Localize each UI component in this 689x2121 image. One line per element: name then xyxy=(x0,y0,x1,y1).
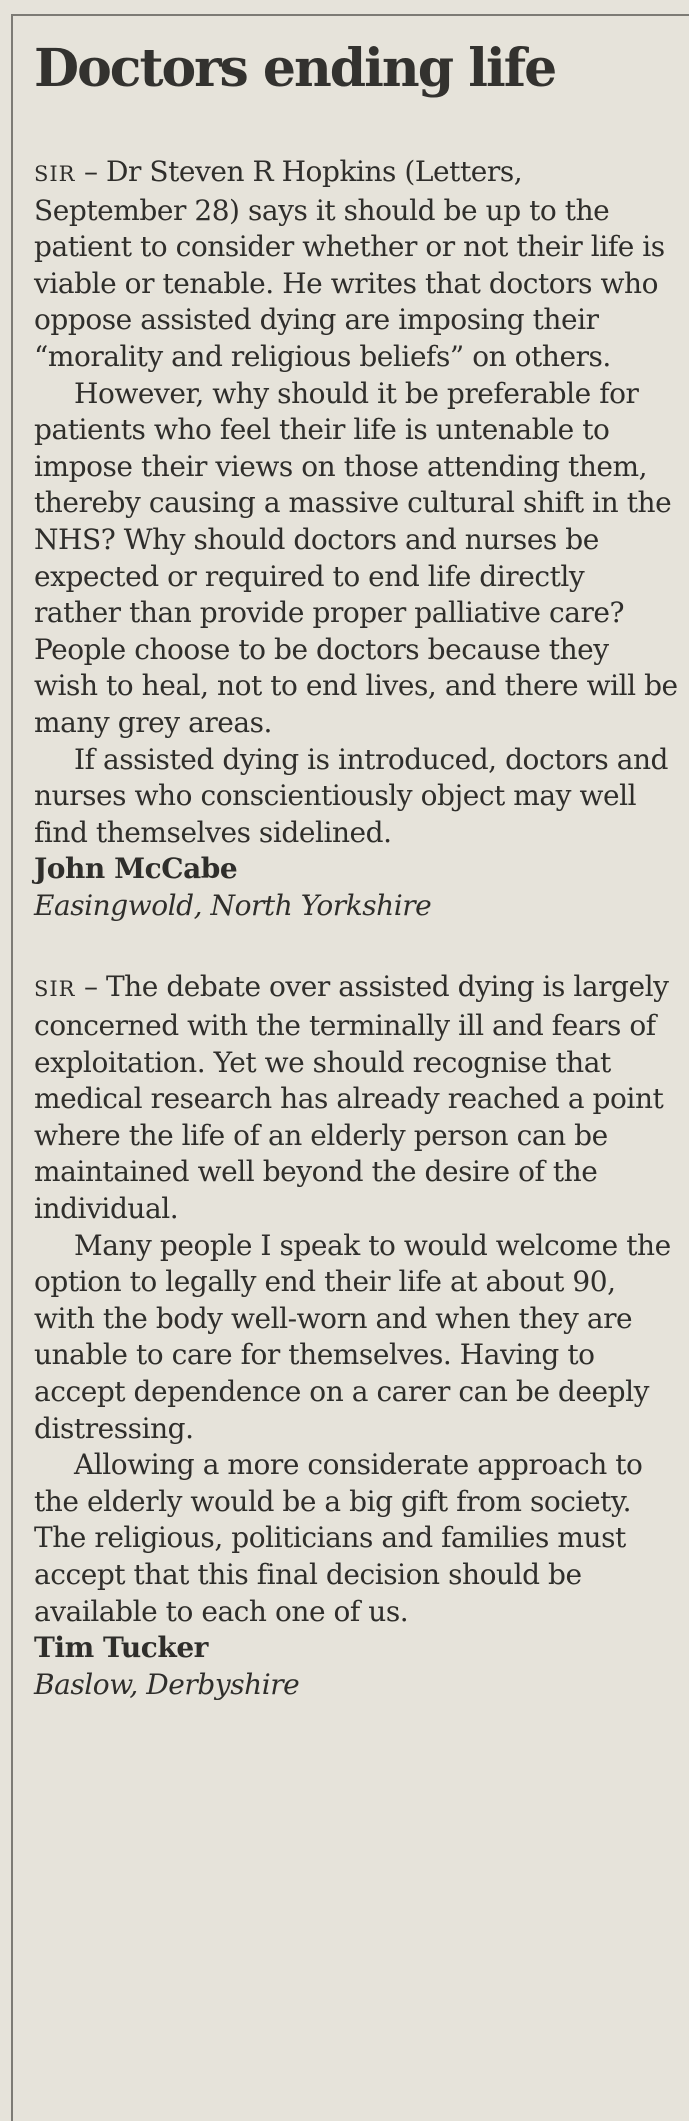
column-left-rule xyxy=(11,14,13,2121)
headline: Doctors ending life xyxy=(34,38,556,99)
letter-2-paragraph-2: Many people I speak to would welcome the option to legally end their life at about 90, with the body well-worn and when they are unable to care for themselves. Having to accept dependence on a carer can be deeply distressing. xyxy=(34,1228,671,1445)
letter-2-paragraph-3: Allowing a more considerate approach to the elderly would be a big gift from society. The religious, politicians and families must accept that this final decision should be available to each one of us. xyxy=(34,1448,643,1628)
column-top-rule xyxy=(11,14,689,16)
letter-1-paragraph-2: However, why should it be preferable for patients who feel their life is untenable to impose their views on those attending them, thereby causing a massive cultural shift in the NHS? Why should doctors and nurses be expected or required to end life directly rather than provide proper palliative care? People choose to be doctors because they wish to heal, not to end lives, and there will be many grey areas. xyxy=(34,376,678,739)
letter-2-location: Baslow, Derbyshire xyxy=(34,1667,300,1701)
letter-1-author: John McCabe xyxy=(34,852,238,886)
letter-2 xyxy=(34,969,679,1703)
letter-2-paragraph-1 xyxy=(34,969,679,1227)
letter-1 xyxy=(34,154,679,924)
letter-2-author: Tim Tucker xyxy=(34,1631,208,1665)
letter-1-paragraph-1-text: – Dr Steven R Hopkins (Letters, September 28) says it should be up to the patient to consider whether or not their life is viable or tenable. He writes that doctors who oppose assisted dying are imposing their “morality and religious beliefs” on others. xyxy=(34,155,665,373)
letter-1-paragraph-1 xyxy=(34,154,679,376)
letter-2-paragraph-1-text: – The debate over assisted dying is largely concerned with the terminally ill and fears of exploitation. Yet we should recognise that medical research has already reached a point where the life of an elderly person can be maintained well beyond the desire of the individual. xyxy=(34,970,669,1226)
sir-salutation: SIR xyxy=(34,977,76,1002)
letter-separator xyxy=(34,924,679,969)
letter-1-location: Easingwold, North Yorkshire xyxy=(34,888,432,922)
letters-column xyxy=(34,28,679,1703)
sir-salutation: SIR xyxy=(34,162,76,186)
letter-1-paragraph-3: If assisted dying is introduced, doctors and nurses who conscientiously object may well find themselves sidelined. xyxy=(34,742,668,849)
